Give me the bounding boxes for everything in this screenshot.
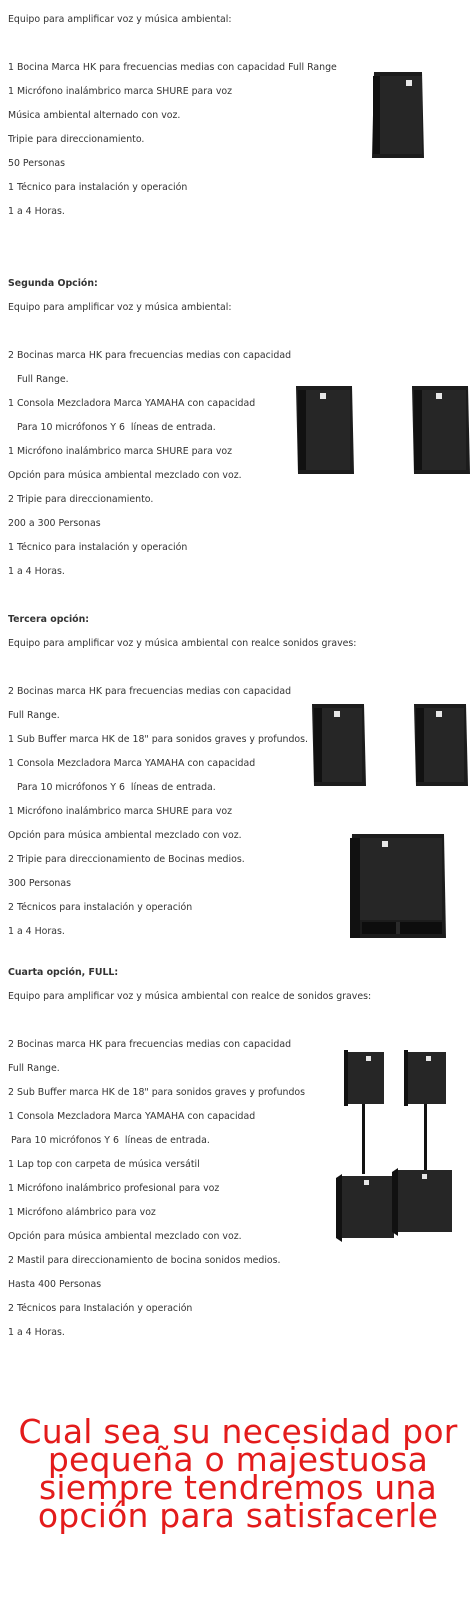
list-item: 2 Mastil para direccionamiento de bocina sonidos medios. [8, 1255, 281, 1266]
list-item: 1 Consola Mezcladora Marca YAMAHA con capacidad [8, 1111, 256, 1122]
section4-heading: Cuarta opción, FULL: [8, 967, 119, 978]
list-item: Para 10 micrófonos Y 6 líneas de entrada. [8, 422, 216, 433]
list-item: 2 Tripie para direccionamiento. [8, 494, 154, 505]
list-item: 1 Técnico para instalación y operación [8, 542, 188, 553]
list-item: 2 Sub Buffer marca HK de 18" para sonidos graves y profundos [8, 1087, 306, 1098]
subwoofer-image [348, 832, 448, 940]
list-item: Música ambiental alternado con voz. [8, 110, 181, 121]
speaker-system-image [336, 1048, 460, 1244]
list-item: Tripie para direccionamiento. [8, 134, 145, 145]
section2-heading: Segunda Opción: [8, 278, 98, 289]
speaker-image [410, 384, 472, 478]
list-item: 1 Micrófono inalámbrico marca SHURE para voz [8, 446, 233, 457]
section4-intro: Equipo para amplificar voz y música ambiental con realce de sonidos graves: [8, 991, 372, 1002]
list-item: 2 Técnicos para instalación y operación [8, 902, 193, 913]
list-item: 1 Micrófono inalámbrico marca SHURE para voz [8, 86, 233, 97]
closing-line: opción para satisfacerle [37, 1496, 439, 1535]
list-item: Para 10 micrófonos Y 6 líneas de entrada. [8, 782, 216, 793]
list-item: Full Range. [8, 1063, 60, 1074]
speaker-image [310, 702, 368, 788]
list-item: 1 a 4 Horas. [8, 206, 65, 217]
list-item: 1 a 4 Horas. [8, 926, 65, 937]
list-item: 2 Bocinas marca HK para frecuencias medias con capacidad [8, 350, 292, 361]
list-item: Full Range. [8, 374, 69, 385]
list-item: 300 Personas [8, 878, 72, 889]
list-item: 1 Consola Mezcladora Marca YAMAHA con capacidad [8, 758, 256, 769]
list-item: 1 Sub Buffer marca HK de 18" para sonidos graves y profundos. [8, 734, 309, 745]
list-item: 1 Consola Mezcladora Marca YAMAHA con capacidad [8, 398, 256, 409]
list-item: Opción para música ambiental mezclado con voz. [8, 470, 242, 481]
list-item: 1 Micrófono inalámbrico profesional para voz [8, 1183, 220, 1194]
list-item: 2 Bocinas marca HK para frecuencias medias con capacidad [8, 686, 292, 697]
list-item: 200 a 300 Personas [8, 518, 101, 529]
list-item: 1 a 4 Horas. [8, 1327, 65, 1338]
list-item: 1 Lap top con carpeta de música versátil [8, 1159, 200, 1170]
list-item: 1 Bocina Marca HK para frecuencias medias con capacidad Full Range [8, 62, 337, 73]
list-item: 50 Personas [8, 158, 66, 169]
section1-intro: Equipo para amplificar voz y música ambiental: [8, 14, 232, 25]
list-item: 1 Micrófono alámbrico para voz [8, 1207, 156, 1218]
list-item: Opción para música ambiental mezclado con voz. [8, 1231, 242, 1242]
speaker-image [368, 70, 428, 160]
list-item: 2 Bocinas marca HK para frecuencias medias con capacidad [8, 1039, 292, 1050]
speaker-image [294, 384, 356, 478]
list-item: 1 Técnico para instalación y operación [8, 182, 188, 193]
list-item: 2 Técnicos para Instalación y operación [8, 1303, 193, 1314]
list-item: 1 Micrófono inalámbrico marca SHURE para voz [8, 806, 233, 817]
speaker-image [412, 702, 470, 788]
list-item: Para 10 micrófonos Y 6 líneas de entrada. [8, 1135, 210, 1146]
closing-slogan [0, 1412, 476, 1535]
list-item: Full Range. [8, 710, 60, 721]
list-item: 2 Tripie para direccionamiento de Bocinas medios. [8, 854, 245, 865]
closing-line: siempre tendremos una [39, 1468, 437, 1507]
section3-intro: Equipo para amplificar voz y música ambiental con realce sonidos graves: [8, 638, 357, 649]
list-item: 1 a 4 Horas. [8, 566, 65, 577]
list-item: Hasta 400 Personas [8, 1279, 102, 1290]
section3-heading: Tercera opción: [8, 614, 90, 625]
section2-intro: Equipo para amplificar voz y música ambiental: [8, 302, 232, 313]
closing-line: Cual sea su necesidad por [18, 1412, 458, 1451]
list-item: Opción para música ambiental mezclado con voz. [8, 830, 242, 841]
closing-line: pequeña o majestuosa [47, 1440, 429, 1479]
